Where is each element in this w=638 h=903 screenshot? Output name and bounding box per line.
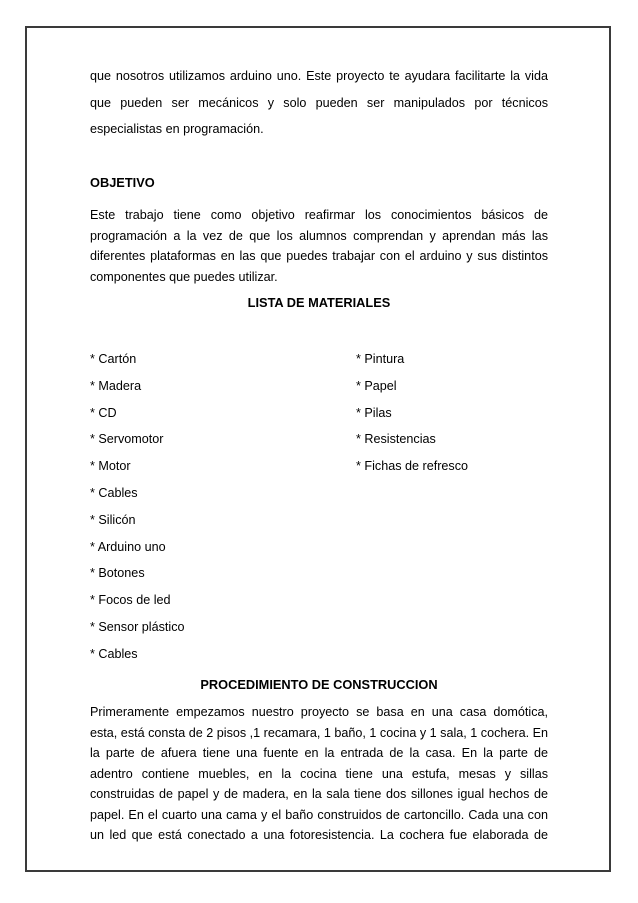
list-item: * Arduino uno [90, 539, 166, 554]
paragraph-line: adentro contiene muebles, en la cocina tiene una estufa, mesas y sillas [90, 766, 548, 781]
list-item: * Sensor plástico [90, 619, 185, 634]
list-item: * Madera [90, 378, 142, 393]
procedimiento-paragraph [90, 702, 548, 846]
list-item: * Cables [90, 646, 138, 661]
list-item: * Cartón [90, 352, 137, 366]
materiales-heading: LISTA DE MATERIALES [247, 295, 391, 310]
list-item: * Cables [90, 485, 138, 500]
list-item: * Botones [90, 566, 145, 581]
paragraph-line: la parte de afuera tiene una fuente en la entrada de la casa. En la parte de [90, 746, 548, 760]
list-item: * Silicón [90, 512, 136, 527]
paragraph-line: esta, está consta de 2 pisos ,1 recamara, 1 baño, 1 cocina y 1 sala, 1 cochera. En [90, 725, 548, 740]
paragraph-line: Primeramente empezamos nuestro proyecto se basa en una casa domótica, [90, 705, 548, 719]
list-item: * Pilas [356, 405, 392, 420]
list-item: * Resistencias [356, 432, 436, 447]
paragraph-line: construidas de papel y de madera, en la sala tiene dos sillones igual hechos de [90, 787, 548, 801]
paragraph-line: componentes que puedes utilizar. [90, 269, 278, 284]
list-item: * Papel [356, 378, 397, 393]
list-item: * CD [90, 405, 117, 420]
objetivo-paragraph [90, 205, 548, 287]
list-item: * Fichas de refresco [356, 459, 468, 474]
paragraph-line: especialistas en programación. [90, 122, 264, 136]
paragraph-line: programación a la vez de que los alumnos comprendan y aprendan más las [90, 228, 548, 243]
intro-paragraph [90, 63, 548, 143]
list-item: * Servomotor [90, 432, 164, 447]
list-item: * Motor [90, 459, 131, 474]
procedimiento-heading: PROCEDIMIENTO DE CONSTRUCCION [200, 677, 438, 692]
materiales-right-list [356, 346, 468, 480]
list-item: * Focos de led [90, 593, 171, 608]
materiales-left-list [90, 346, 185, 668]
paragraph-line: diferentes plataformas en las que puedes trabajar con el arduino y sus distintos [90, 249, 548, 263]
paragraph-line: un led que está conectado a una fotoresistencia. La cochera fue elaborada de [90, 828, 548, 842]
paragraph-line: papel. En el cuarto una cama y el baño construidos de cartoncillo. Cada una con [90, 807, 548, 822]
list-item: * Pintura [356, 352, 405, 366]
objetivo-heading: OBJETIVO [90, 175, 155, 190]
paragraph-line: que pueden ser mecánicos y solo pueden ser manipulados por técnicos [90, 95, 548, 110]
paragraph-line: Este trabajo tiene como objetivo reafirmar los conocimientos básicos de [90, 208, 548, 222]
paragraph-line: que nosotros utilizamos arduino uno. Este proyecto te ayudara facilitarte la vida [90, 69, 548, 83]
